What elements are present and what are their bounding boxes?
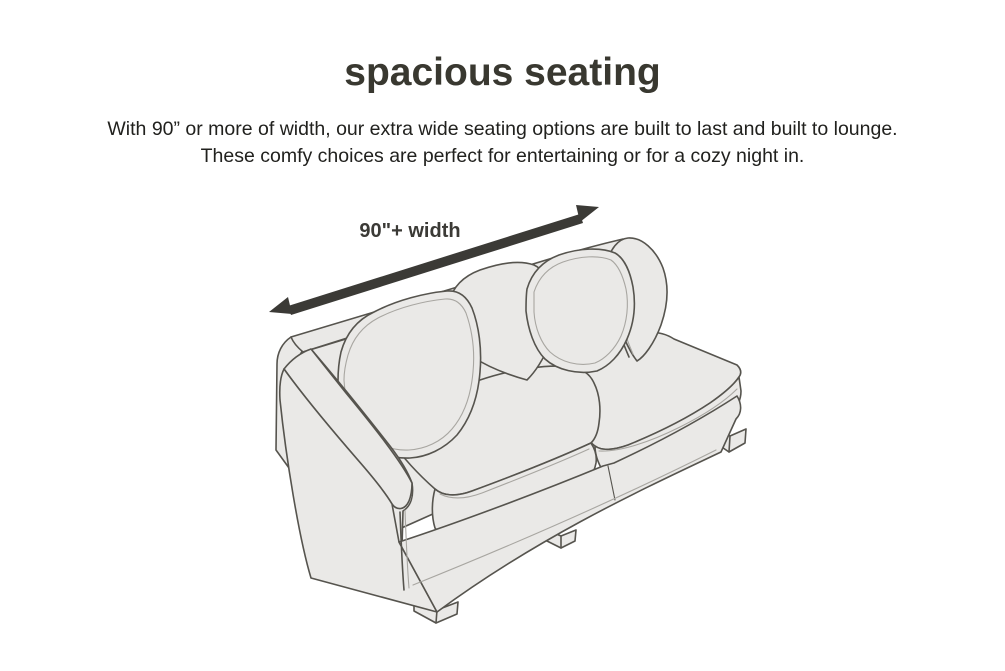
arrowhead-right (576, 205, 599, 222)
page-title: spacious seating (344, 51, 661, 94)
dimension-label: 90"+ width (359, 220, 461, 242)
description-line-1: With 90” or more of width, our extra wide seating options are built to last and built to lounge. (107, 118, 898, 140)
arrowhead-left (269, 297, 292, 314)
description-line-2: These comfy choices are perfect for entertaining or for a cozy night in. (200, 145, 805, 167)
